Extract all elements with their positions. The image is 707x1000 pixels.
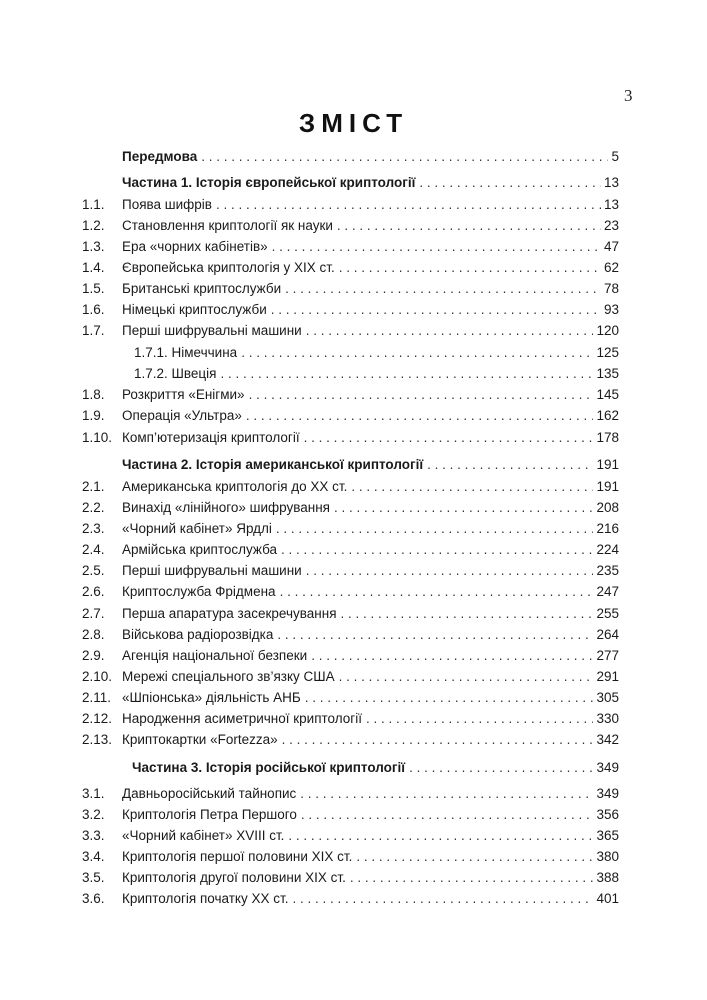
toc-entry-label: Військова радіорозвідка: [122, 624, 277, 646]
toc-entry-label: Передмова: [122, 146, 201, 168]
toc-entry-page: 13: [603, 175, 619, 190]
toc-entry[interactable]: [0, 560, 707, 582]
leader-dots: [288, 825, 593, 847]
toc-entry-page: 349: [596, 760, 619, 775]
leader-dots: [337, 215, 601, 237]
toc-entry[interactable]: [0, 405, 707, 427]
toc-entry-number: 2.1.: [82, 479, 105, 494]
toc-entry-label: Британські криптослужби: [122, 278, 285, 300]
toc-entry[interactable]: [0, 645, 707, 667]
page-title: ЗМІСТ: [298, 108, 409, 138]
toc-entry-label: Криптологія початку XX ст.: [122, 888, 292, 910]
toc-entry-label: Криптологія Петра Першого: [122, 804, 301, 826]
toc-entry-number: 2.3.: [82, 521, 105, 536]
leader-dots: [201, 146, 608, 168]
toc-entry-label: «Чорний кабінет» XVIII ст.: [122, 825, 288, 847]
toc-entry-label: Розкриття «Енігми»: [122, 384, 249, 406]
toc-entry-page: 23: [603, 218, 619, 233]
toc-entry-page: 305: [596, 690, 619, 705]
toc-entry[interactable]: [0, 888, 707, 910]
leader-dots: [249, 384, 594, 406]
leader-dots: [419, 172, 601, 194]
toc-entry[interactable]: [0, 825, 707, 847]
toc-entry-number: 2.7.: [82, 606, 105, 621]
toc-entry-page: 145: [596, 387, 619, 402]
toc-entry-number: 1.8.: [82, 387, 105, 402]
toc-entry-label: Ера «чорних кабінетів»: [122, 236, 272, 258]
toc-entry-label: Мережі спеціального зв’язку США: [122, 666, 339, 688]
toc-entry-page: 365: [596, 828, 619, 843]
leader-dots: [246, 405, 594, 427]
leader-dots: [339, 666, 594, 688]
toc-entry-number: 2.4.: [82, 542, 105, 557]
toc-entry-page: 191: [596, 479, 619, 494]
toc-entry-page: 330: [596, 711, 619, 726]
toc-entry-number: 1.6.: [82, 302, 105, 317]
toc-entry[interactable]: [0, 603, 707, 625]
toc-entry-part-2[interactable]: [0, 454, 707, 476]
leader-dots: [241, 342, 593, 364]
toc-entry-page: 125: [596, 345, 619, 360]
toc-entry-number: 1.5.: [82, 281, 105, 296]
toc-entry-number: 2.10.: [82, 669, 113, 684]
toc-entry[interactable]: [0, 687, 707, 709]
leader-dots: [300, 783, 593, 805]
leader-dots: [350, 867, 594, 889]
toc-entry-label: Американська криптологія до XX ст.: [122, 476, 351, 498]
toc-entry-number: 2.9.: [82, 648, 105, 663]
leader-dots: [351, 476, 593, 498]
leader-dots: [216, 194, 601, 216]
toc-entry[interactable]: [0, 804, 707, 826]
leader-dots: [366, 708, 594, 730]
toc-entry-page: 178: [596, 430, 619, 445]
leader-dots: [339, 257, 601, 279]
toc-entry-label: «Шпіонська» діяльність АНБ: [122, 687, 305, 709]
leader-dots: [305, 687, 594, 709]
toc-entry-page: 401: [596, 891, 619, 906]
leader-dots: [306, 560, 594, 582]
toc-entry-number: 1.7.: [82, 323, 105, 338]
leader-dots: [409, 757, 593, 779]
toc-entry-page: 224: [596, 542, 619, 557]
toc-entry-number: 3.5.: [82, 870, 105, 885]
leader-dots: [277, 624, 593, 646]
toc-entry-label: Частина 1. Історія європейської криптології: [122, 172, 419, 194]
toc-entry-page: 135: [596, 366, 619, 381]
toc-entry-page: 78: [603, 281, 619, 296]
toc-entry-subsection[interactable]: [0, 363, 707, 385]
toc-entry[interactable]: [0, 846, 707, 868]
leader-dots: [311, 645, 593, 667]
toc-entry[interactable]: [0, 624, 707, 646]
toc-entry-label: Комп’ютеризація криптології: [122, 427, 304, 449]
toc-entry-page: 356: [596, 807, 619, 822]
toc-entry[interactable]: [0, 539, 707, 561]
toc-entry-label: 1.7.2. Швеція: [134, 363, 220, 385]
toc-entry[interactable]: [0, 427, 707, 449]
toc-entry-page: 93: [603, 302, 619, 317]
toc-entry-label: Криптослужба Фрідмена: [122, 581, 280, 603]
toc-entry-number: 1.4.: [82, 260, 105, 275]
toc-entry-label: Німецькі криптослужби: [122, 299, 271, 321]
toc-entry-label: Частина 2. Історія американської криптології: [122, 454, 427, 476]
leader-dots: [334, 497, 594, 519]
toc-entry[interactable]: [0, 257, 707, 279]
toc-entry-label: Давньоросійський тайнопис: [122, 783, 300, 805]
leader-dots: [281, 539, 593, 561]
toc-entry-label: Агенція національної безпеки: [122, 645, 311, 667]
toc-entry-label: Криптологія другої половини XIX ст.: [122, 867, 350, 889]
leader-dots: [306, 320, 594, 342]
toc-entry-number: 2.5.: [82, 563, 105, 578]
page-number: 3: [624, 86, 633, 105]
toc-entry-page: 13: [603, 197, 619, 212]
toc-entry-number: 1.10.: [82, 430, 113, 445]
toc-entry-label: Європейська криптологія у XIX ст.: [122, 257, 339, 279]
toc-entry-label: Винахід «лінійного» шифрування: [122, 497, 334, 519]
leader-dots: [271, 299, 601, 321]
toc-entry-page: 349: [596, 786, 619, 801]
toc-entry-label: Перші шифрувальні машини: [122, 560, 306, 582]
toc-entry[interactable]: [0, 867, 707, 889]
toc-entry[interactable]: [0, 729, 707, 751]
toc-entry[interactable]: [0, 783, 707, 805]
toc-entry-part-1[interactable]: [0, 172, 707, 194]
toc-entry-label: Армійська криптослужба: [122, 539, 281, 561]
toc-entry-page: 277: [596, 648, 619, 663]
toc-entry[interactable]: [0, 215, 707, 237]
leader-dots: [292, 888, 593, 910]
leader-dots: [427, 454, 593, 476]
toc-entry-number: 1.2.: [82, 218, 105, 233]
toc-entry-number: 3.4.: [82, 849, 105, 864]
leader-dots: [341, 603, 594, 625]
toc-entry[interactable]: [0, 476, 707, 498]
toc-entry-number: 3.3.: [82, 828, 105, 843]
toc-entry-page: 47: [603, 239, 619, 254]
toc-entry-number: 3.6.: [82, 891, 105, 906]
leader-dots: [276, 518, 594, 540]
toc-entry-page: 162: [596, 408, 619, 423]
leader-dots: [272, 236, 601, 258]
toc-entry-page: 255: [596, 606, 619, 621]
toc-entry-number: 2.11.: [82, 690, 112, 705]
toc-entry-number: 1.9.: [82, 408, 105, 423]
toc-entry[interactable]: [0, 384, 707, 406]
toc-entry-page: 5: [611, 149, 619, 164]
toc-entry-page: 191: [596, 457, 619, 472]
toc-entry-number: 2.8.: [82, 627, 105, 642]
toc-entry[interactable]: [0, 708, 707, 730]
toc-entry-page: 247: [596, 584, 619, 599]
toc-entry[interactable]: [0, 320, 707, 342]
toc-entry-label: Операція «Ультра»: [122, 405, 246, 427]
toc-entry-page: 235: [596, 563, 619, 578]
toc-entry-label: Перша апаратура засекречування: [122, 603, 341, 625]
toc-entry-label: Криптокартки «Fortezza»: [122, 729, 282, 751]
toc-entry-page: 342: [596, 732, 619, 747]
toc-entry-page: 216: [596, 521, 619, 536]
toc-entry[interactable]: [0, 236, 707, 258]
leader-dots: [282, 729, 594, 751]
toc-entry-page: 120: [596, 323, 619, 338]
toc-entry[interactable]: [0, 497, 707, 519]
toc-entry[interactable]: [0, 581, 707, 603]
leader-dots: [356, 846, 593, 868]
toc-entry[interactable]: [0, 666, 707, 688]
toc-entry-number: 2.12.: [82, 711, 113, 726]
toc-entry-number: 2.2.: [82, 500, 105, 515]
toc-entry-number: 3.2.: [82, 807, 105, 822]
leader-dots: [280, 581, 594, 603]
leader-dots: [285, 278, 601, 300]
toc-entry-subsection[interactable]: [0, 342, 707, 364]
toc-entry-number: 1.1.: [82, 197, 105, 212]
toc-entry-page: 388: [596, 870, 619, 885]
toc-entry-page: 62: [603, 260, 619, 275]
toc-entry[interactable]: [0, 278, 707, 300]
toc-entry-page: 291: [596, 669, 619, 684]
leader-dots: [304, 427, 594, 449]
toc-entry-number: 2.13.: [82, 732, 113, 747]
toc-entry[interactable]: [0, 194, 707, 216]
toc-entry-label: Криптологія першої половини XIX ст.: [122, 846, 356, 868]
toc-entry-part-3[interactable]: [0, 757, 707, 779]
toc-entry-page: 264: [596, 627, 619, 642]
toc-entry-label: 1.7.1. Німеччина: [134, 342, 241, 364]
leader-dots: [301, 804, 594, 826]
toc-entry-preface[interactable]: [0, 146, 707, 168]
toc-entry-label: Частина 3. Історія російської криптології: [132, 757, 409, 779]
toc-entry-number: 2.6.: [82, 584, 105, 599]
toc-entry-label: Перші шифрувальні машини: [122, 320, 306, 342]
toc-entry-label: Становлення криптології як науки: [122, 215, 337, 237]
toc-entry-page: 380: [596, 849, 619, 864]
toc-entry[interactable]: [0, 299, 707, 321]
toc-entry-number: 3.1.: [82, 786, 105, 801]
toc-entry-label: Народження асиметричної криптології: [122, 708, 366, 730]
leader-dots: [220, 363, 593, 385]
toc-entry[interactable]: [0, 518, 707, 540]
toc-entry-page: 208: [596, 500, 619, 515]
toc-entry-label: Поява шифрів: [122, 194, 216, 216]
toc-entry-number: 1.3.: [82, 239, 105, 254]
toc-entry-label: «Чорний кабінет» Ярдлі: [122, 518, 276, 540]
